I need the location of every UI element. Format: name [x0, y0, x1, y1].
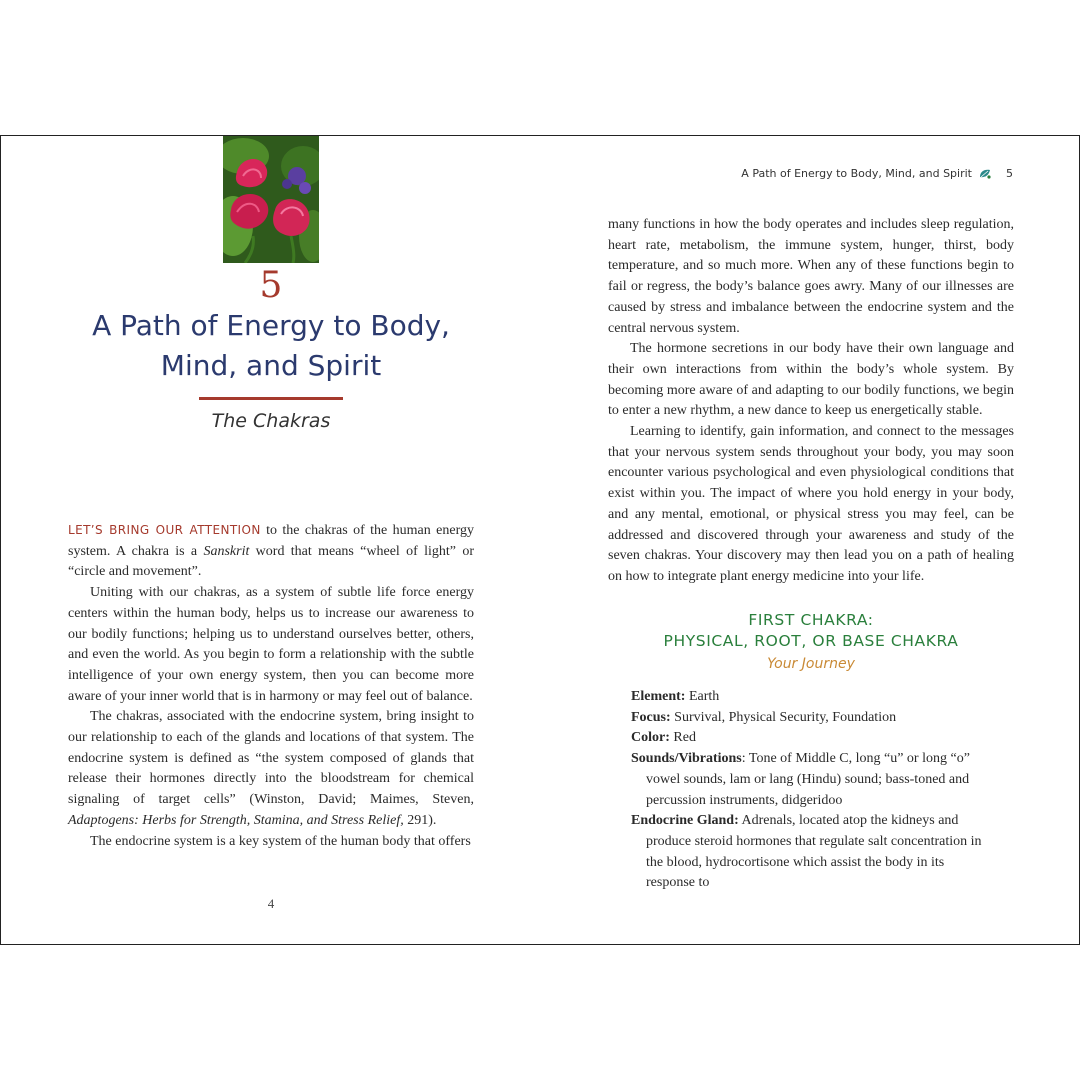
fact-value: Red [669, 730, 696, 746]
citation-title: Adaptogens: Herbs for Strength, Stamina, and Stress Relief, [68, 812, 404, 828]
paragraph: Learning to identify, gain information, and connect to the messages that your nervous system sends throughout your body, you may soon encounter various psychological and even physiological conditions that exist within you. The impact of where you hold energy in your body, and any mental, emotional, or physical stress you may feel, can be addressed and discovered through your awareness and study of the seven chakras. Your discovery may then lead you on a path of healing on how to integrate plant energy medicine into your life. [608, 424, 1014, 584]
text-run: to the chakras of the human energy system. A chakra is a [68, 523, 475, 559]
fact-value: Survival, Physical Security, Foundation [670, 709, 897, 725]
left-page [1, 136, 541, 944]
page-number-right: 5 [1006, 167, 1013, 180]
fact-endocrine [631, 811, 991, 894]
fact-label: Element: [631, 689, 686, 704]
fact-focus [631, 708, 991, 729]
section-subtitle: Your Journey [767, 656, 855, 672]
title-divider [199, 397, 343, 400]
right-body-text [608, 215, 1014, 588]
paragraph: The endocrine system is a key system of the human body that offers [90, 833, 471, 849]
text-run: The chakras, associated with the endocrine system, bring insight to our relationship to each of the glands and locations of that system. The endocrine system is defined as “the system composed of glands that release their hormones directly into the bloodstream for chemical signaling of target cells” (Winston, David; Maimes, Steven, [68, 709, 474, 808]
lead-in: LET’S BRING OUR ATTENTION [68, 523, 261, 537]
page-number-left: 4 [267, 896, 275, 911]
fact-element [631, 687, 991, 708]
running-head-title: A Path of Energy to Body, Mind, and Spirit [741, 167, 972, 180]
chapter-title [61, 306, 481, 386]
section-heading [608, 610, 1014, 676]
chapter-number: 5 [259, 265, 283, 306]
fact-value: Earth [685, 689, 720, 704]
fact-value: : Tone of Middle C, long “u” or long “o” vowel sounds, lam or lang (Hindu) sound; bass-toned and percussion instruments, didgeridoo [646, 751, 970, 808]
running-head [741, 167, 1013, 180]
paragraph [68, 707, 474, 831]
paragraph: The hormone secretions in our body have their own language and their own interactions from within the body’s whole system. By becoming more aware of and adapting to our bodily functions, we begin to enter a new rhythm, a new dance to keep us energetically stable. [608, 341, 1014, 419]
fact-sounds [631, 749, 991, 811]
paragraph: many functions in how the body operates and includes sleep regulation, heart rate, metabolism, the immune system, hunger, thirst, body temperature, and so much more. When any of these functions begin to fail or regress, the body’s balance goes awry. Many of our illnesses are caused by stress and imbalance between the endocrine system and the central nervous system. [608, 217, 1014, 336]
paragraph: Uniting with our chakras, as a system of subtle life force energy centers within the human body, helps us to increase our awareness to our bodily functions; helping us to understand ourselves better, others, and even the world. As you begin to form a relationship with the subtle intelligence of your own energy system, then you can become more aware of your inner world that is in harmony or may feel out of balance. [68, 585, 474, 704]
chapter-title-line1: A Path of Energy to Body, [92, 309, 450, 342]
section-title-line2: PHYSICAL, ROOT, OR BASE CHAKRA [663, 632, 959, 650]
section-title-line1: FIRST CHAKRA: [748, 611, 874, 629]
chapter-flower-photo [223, 136, 319, 263]
right-page [541, 136, 1079, 944]
chakra-facts-list [631, 687, 991, 894]
chapter-title-line2: Mind, and Spirit [160, 349, 382, 382]
paragraph [68, 520, 474, 583]
text-run: 291). [403, 812, 437, 828]
leaf-ornament-icon [978, 168, 992, 180]
book-spread [0, 135, 1080, 945]
left-body-text [68, 520, 474, 852]
fact-label: Color: [631, 730, 670, 746]
sanskrit-term: Sanskrit [203, 543, 250, 559]
fact-value: Adrenals, located atop the kidneys and produce steroid hormones that regulate salt concentration in the blood, hydrocortisone which assist the body in its response to [646, 813, 982, 891]
chapter-subtitle: The Chakras [211, 410, 331, 432]
fact-label: Endocrine Gland: [631, 813, 739, 829]
text-run: word that means “wheel of light” or “circle and movement”. [68, 543, 475, 580]
fact-color [631, 728, 991, 749]
fact-label: Focus: [631, 709, 671, 725]
fact-label: Sounds/Vibrations [631, 751, 742, 767]
